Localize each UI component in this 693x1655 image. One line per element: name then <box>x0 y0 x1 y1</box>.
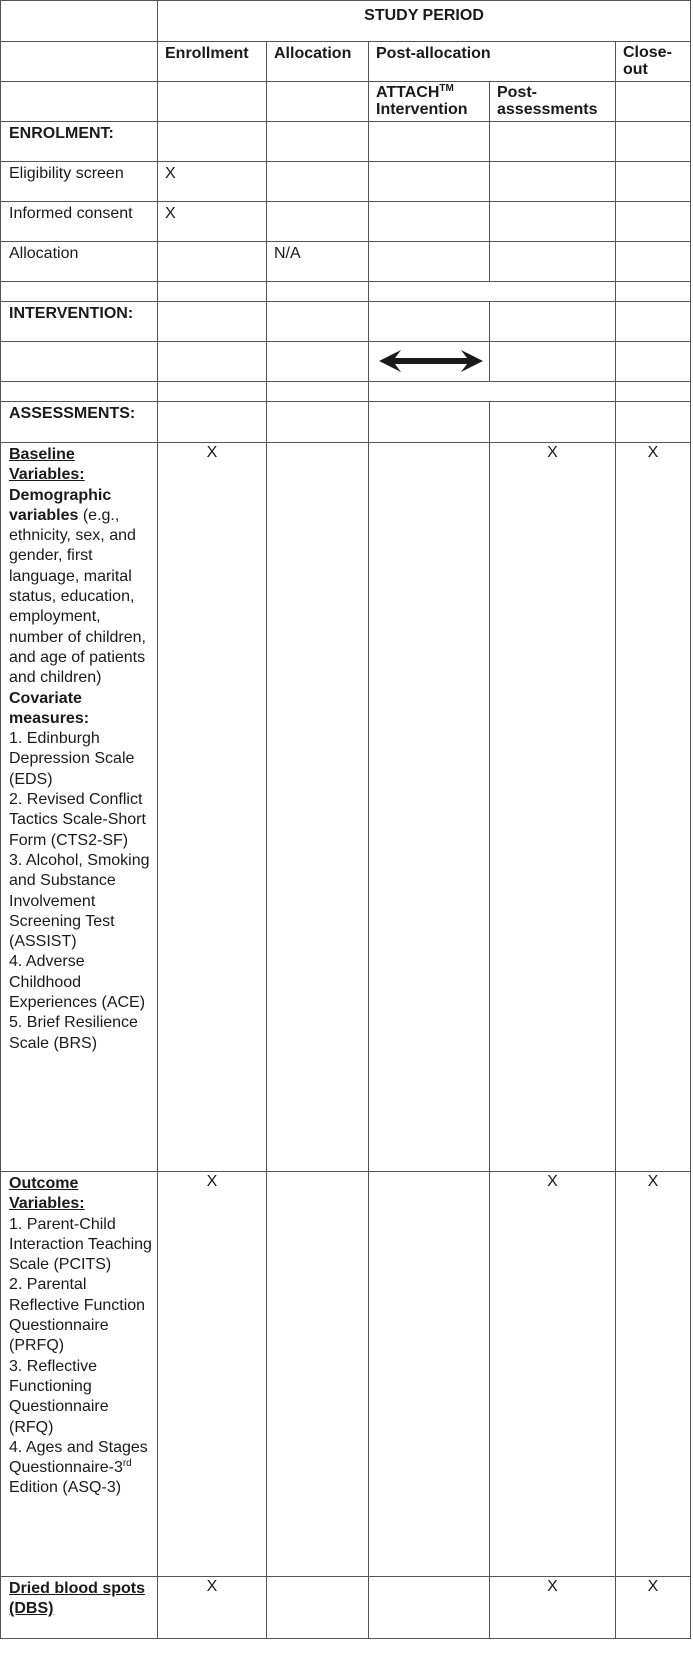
table-row <box>1 242 691 282</box>
col-allocation: Allocation <box>267 42 369 82</box>
attach-label: ATTACH <box>376 84 440 101</box>
outcome-item: 1. Parent-Child Interaction Teaching Scale (PCITS) <box>9 1215 152 1274</box>
mark-allocation-na: N/A <box>267 242 369 282</box>
mark-eligibility-enrollment: X <box>158 162 267 202</box>
mark-outcome-enrollment: X <box>158 1172 267 1577</box>
covariate-item: 1. Edinburgh Depression Scale (EDS) <box>9 730 135 788</box>
outcome-variables <box>1 1172 158 1577</box>
table-row <box>1 443 691 1172</box>
mark-baseline-close: X <box>616 443 691 1172</box>
outcome-item: 4. Ages and Stages Questionnaire-3rd Edition (ASQ-3) <box>9 1438 148 1497</box>
demographic-variables: Demographic variables (e.g., ethnicity, sex, and gender, first language, marital status, education, employment, number of children, and age of patients and children) <box>9 486 146 687</box>
outcome-item: 2. Parental Reflective Function Questionnaire (PRFQ) <box>9 1276 146 1355</box>
section-intervention: INTERVENTION: <box>1 302 158 342</box>
col-attach-intervention <box>369 82 490 122</box>
section-enrolment: ENROLMENT: <box>1 122 158 162</box>
covariate-item: 4. Adverse Childhood Experiences (ACE) <box>9 953 146 1012</box>
mark-consent-enrollment: X <box>158 202 267 242</box>
mark-dbs-post: X <box>490 1577 616 1639</box>
double-arrow-icon <box>379 350 483 372</box>
outcome-title: Outcome Variables: <box>9 1175 85 1213</box>
table-row <box>1 162 691 202</box>
covariate-item: 3. Alcohol, Smoking and Substance Involvement Screening Test (ASSIST) <box>9 851 150 951</box>
section-assessments: ASSESSMENTS: <box>1 402 158 443</box>
study-period-header: STUDY PERIOD <box>158 1 691 42</box>
table-row <box>1 1172 691 1577</box>
outcome-item: 3. Reflective Functioning Questionnaire (RFQ) <box>9 1357 109 1436</box>
col-enrollment: Enrollment <box>158 42 267 82</box>
intervention-duration <box>369 342 490 382</box>
col-post-allocation: Post-allocation <box>369 42 616 82</box>
intervention-label: Intervention <box>376 101 468 118</box>
mark-outcome-close: X <box>616 1172 691 1577</box>
covariate-title: Covariate measures: <box>9 689 90 727</box>
dbs-title: Dried blood spots (DBS) <box>1 1577 158 1639</box>
mark-outcome-post: X <box>490 1172 616 1577</box>
row-label-allocation: Allocation <box>1 242 158 282</box>
mark-dbs-enrollment: X <box>158 1577 267 1639</box>
mark-dbs-close: X <box>616 1577 691 1639</box>
baseline-title: Baseline Variables: <box>9 446 85 484</box>
row-label-eligibility: Eligibility screen <box>1 162 158 202</box>
mark-baseline-enrollment: X <box>158 443 267 1172</box>
covariate-item: 2. Revised Conflict Tactics Scale-Short Form (CTS2-SF) <box>9 791 146 849</box>
trademark-sup: TM <box>439 83 454 94</box>
covariate-item: 5. Brief Resilience Scale (BRS) <box>9 1014 138 1052</box>
col-post-assessments: Post-assessments <box>490 82 616 122</box>
baseline-variables <box>1 443 158 1172</box>
col-close-out: Close-out <box>616 42 691 82</box>
mark-baseline-post: X <box>490 443 616 1172</box>
row-label-consent: Informed consent <box>1 202 158 242</box>
table-row <box>1 1577 691 1639</box>
table-row <box>1 202 691 242</box>
